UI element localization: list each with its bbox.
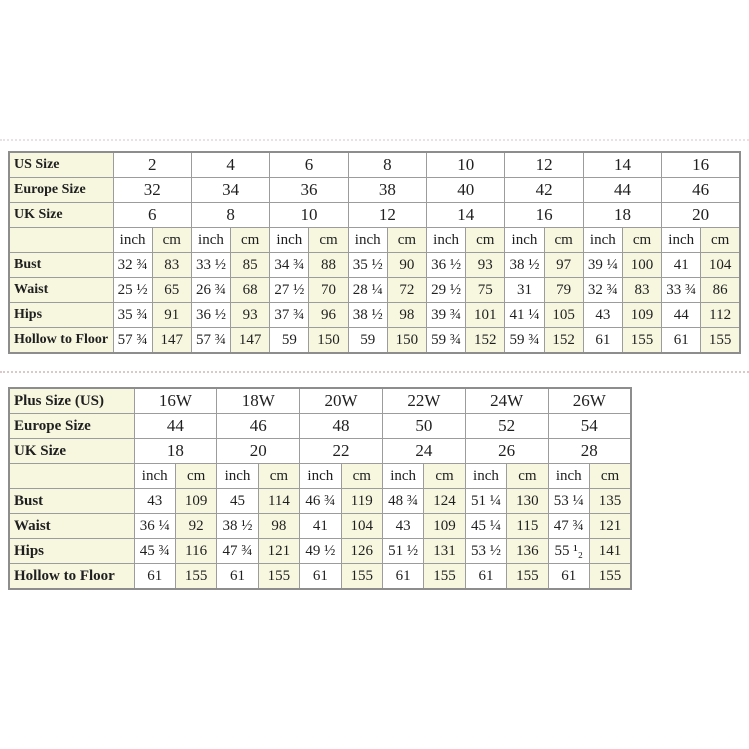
size-value-cell: 44 [134, 414, 217, 439]
size-value-cell: 38 [348, 178, 426, 203]
size-value-cell: 6 [270, 152, 348, 178]
size-value-cell: 52 [465, 414, 548, 439]
row-label: Hollow to Floor [9, 328, 113, 354]
unit-inch-cell: inch [465, 464, 506, 489]
row-label: Hips [9, 303, 113, 328]
cm-value-cell: 101 [466, 303, 505, 328]
cm-value-cell: 124 [424, 489, 465, 514]
cm-value-cell: 155 [701, 328, 740, 354]
inch-value-cell: 61 [583, 328, 622, 354]
cm-value-cell: 86 [701, 278, 740, 303]
unit-inch-cell: inch [300, 464, 341, 489]
unit-cm-cell: cm [175, 464, 216, 489]
inch-value-cell: 45 ¼ [465, 514, 506, 539]
size-value-cell: 16 [662, 152, 740, 178]
cm-value-cell: 126 [341, 539, 382, 564]
inch-value-cell: 61 [662, 328, 701, 354]
unit-cm-cell: cm [622, 228, 661, 253]
inch-value-cell: 36 ½ [427, 253, 466, 278]
inch-value-cell: 61 [217, 564, 258, 590]
size-value-cell: 12 [348, 203, 426, 228]
cm-value-cell: 104 [701, 253, 740, 278]
inch-value-cell: 32 ¾ [113, 253, 152, 278]
unit-cm-cell: cm [466, 228, 505, 253]
inch-value-cell: 33 ¾ [662, 278, 701, 303]
inch-value-cell: 57 ¾ [191, 328, 230, 354]
inch-value-cell: 59 [348, 328, 387, 354]
unit-inch-cell: inch [548, 464, 589, 489]
cm-value-cell: 155 [258, 564, 299, 590]
inch-value-cell: 25 ½ [113, 278, 152, 303]
inch-value-cell: 51 ½ [382, 539, 423, 564]
inch-value-cell: 35 ¾ [113, 303, 152, 328]
unit-cm-cell: cm [589, 464, 631, 489]
inch-value-cell: 57 ¾ [113, 328, 152, 354]
row-label: Europe Size [9, 414, 134, 439]
cm-value-cell: 92 [175, 514, 216, 539]
size-header-row [9, 178, 740, 203]
row-label: US Size [9, 152, 113, 178]
unit-cm-cell: cm [258, 464, 299, 489]
unit-cm-cell: cm [424, 464, 465, 489]
inch-value-cell: 51 ¼ [465, 489, 506, 514]
size-value-cell: 26 [465, 439, 548, 464]
cm-value-cell: 152 [466, 328, 505, 354]
row-label: Waist [9, 514, 134, 539]
inch-value-cell: 39 ¼ [583, 253, 622, 278]
cm-value-cell: 91 [152, 303, 191, 328]
size-value-cell: 24W [465, 388, 548, 414]
unit-header-row [9, 464, 631, 489]
inch-value-cell: 43 [382, 514, 423, 539]
unit-inch-cell: inch [113, 228, 152, 253]
dashed-separator-middle [0, 371, 749, 373]
size-value-cell: 16 [505, 203, 583, 228]
cm-value-cell: 131 [424, 539, 465, 564]
size-value-cell: 32 [113, 178, 191, 203]
inch-value-cell: 35 ½ [348, 253, 387, 278]
corner-cell [9, 228, 113, 253]
cm-value-cell: 90 [387, 253, 426, 278]
cm-value-cell: 79 [544, 278, 583, 303]
size-value-cell: 10 [427, 152, 505, 178]
size-value-cell: 50 [382, 414, 465, 439]
unit-inch-cell: inch [217, 464, 258, 489]
inch-value-cell: 47 ¾ [217, 539, 258, 564]
row-label: Hollow to Floor [9, 564, 134, 590]
unit-inch-cell: inch [662, 228, 701, 253]
cm-value-cell: 152 [544, 328, 583, 354]
unit-inch-cell: inch [583, 228, 622, 253]
cm-value-cell: 141 [589, 539, 631, 564]
inch-value-cell: 43 [583, 303, 622, 328]
measurement-row [9, 514, 631, 539]
cm-value-cell: 97 [544, 253, 583, 278]
cm-value-cell: 147 [231, 328, 270, 354]
cm-value-cell: 155 [424, 564, 465, 590]
cm-value-cell: 75 [466, 278, 505, 303]
inch-value-cell: 53 ½ [465, 539, 506, 564]
inch-value-cell: 44 [662, 303, 701, 328]
inch-value-cell: 36 ½ [191, 303, 230, 328]
cm-value-cell: 119 [341, 489, 382, 514]
size-header-row [9, 414, 631, 439]
size-header-row [9, 152, 740, 178]
plus-size-table [8, 387, 632, 590]
unit-header-row [9, 228, 740, 253]
inch-value-cell: 45 ¾ [134, 539, 175, 564]
size-value-cell: 8 [191, 203, 269, 228]
inch-value-cell: 28 ¼ [348, 278, 387, 303]
inch-value-cell: 26 ¾ [191, 278, 230, 303]
cm-value-cell: 85 [231, 253, 270, 278]
size-value-cell: 48 [300, 414, 383, 439]
inch-value-cell: 38 ½ [505, 253, 544, 278]
unit-cm-cell: cm [387, 228, 426, 253]
cm-value-cell: 88 [309, 253, 348, 278]
size-value-cell: 14 [427, 203, 505, 228]
inch-value-cell: 45 [217, 489, 258, 514]
size-value-cell: 4 [191, 152, 269, 178]
size-value-cell: 44 [583, 178, 661, 203]
unit-cm-cell: cm [309, 228, 348, 253]
size-value-cell: 2 [113, 152, 191, 178]
cm-value-cell: 147 [152, 328, 191, 354]
size-header-row [9, 439, 631, 464]
size-value-cell: 22 [300, 439, 383, 464]
inch-value-cell: 41 ¼ [505, 303, 544, 328]
inch-value-cell: 46 ¾ [300, 489, 341, 514]
inch-value-cell: 38 ½ [348, 303, 387, 328]
size-value-cell: 54 [548, 414, 631, 439]
size-value-cell: 18W [217, 388, 300, 414]
inch-value-cell: 48 ¾ [382, 489, 423, 514]
size-value-cell: 36 [270, 178, 348, 203]
cm-value-cell: 155 [507, 564, 548, 590]
cm-value-cell: 155 [341, 564, 382, 590]
inch-value-cell: 41 [300, 514, 341, 539]
size-header-row [9, 203, 740, 228]
cm-value-cell: 98 [387, 303, 426, 328]
unit-inch-cell: inch [270, 228, 309, 253]
cm-value-cell: 114 [258, 489, 299, 514]
unit-inch-cell: inch [191, 228, 230, 253]
cm-value-cell: 150 [387, 328, 426, 354]
cm-value-cell: 68 [231, 278, 270, 303]
size-value-cell: 18 [134, 439, 217, 464]
size-value-cell: 46 [662, 178, 740, 203]
size-value-cell: 46 [217, 414, 300, 439]
inch-value-cell: 31 [505, 278, 544, 303]
inch-value-cell: 34 ¾ [270, 253, 309, 278]
inch-value-cell: 32 ¾ [583, 278, 622, 303]
cm-value-cell: 136 [507, 539, 548, 564]
standard-size-table [8, 151, 741, 354]
row-label: Hips [9, 539, 134, 564]
cm-value-cell: 93 [466, 253, 505, 278]
size-value-cell: 6 [113, 203, 191, 228]
inch-value-cell: 27 ½ [270, 278, 309, 303]
measurement-row [9, 564, 631, 590]
row-label: Bust [9, 489, 134, 514]
cm-value-cell: 96 [309, 303, 348, 328]
inch-value-cell: 59 ¾ [427, 328, 466, 354]
inch-value-cell: 61 [382, 564, 423, 590]
size-value-cell: 34 [191, 178, 269, 203]
cm-value-cell: 98 [258, 514, 299, 539]
inch-value-cell: 53 ¼ [548, 489, 589, 514]
unit-inch-cell: inch [134, 464, 175, 489]
row-label: Bust [9, 253, 113, 278]
cm-value-cell: 83 [152, 253, 191, 278]
unit-cm-cell: cm [701, 228, 740, 253]
inch-value-cell: 61 [548, 564, 589, 590]
cm-value-cell: 121 [589, 514, 631, 539]
unit-inch-cell: inch [427, 228, 466, 253]
size-value-cell: 24 [382, 439, 465, 464]
cm-value-cell: 150 [309, 328, 348, 354]
cm-value-cell: 116 [175, 539, 216, 564]
inch-value-cell: 55 ¹₂ [548, 539, 589, 564]
size-value-cell: 16W [134, 388, 217, 414]
size-value-cell: 10 [270, 203, 348, 228]
cm-value-cell: 112 [701, 303, 740, 328]
unit-cm-cell: cm [544, 228, 583, 253]
cm-value-cell: 105 [544, 303, 583, 328]
measurement-row [9, 278, 740, 303]
row-label: Plus Size (US) [9, 388, 134, 414]
cm-value-cell: 100 [622, 253, 661, 278]
unit-cm-cell: cm [341, 464, 382, 489]
size-value-cell: 26W [548, 388, 631, 414]
inch-value-cell: 59 ¾ [505, 328, 544, 354]
inch-value-cell: 33 ½ [191, 253, 230, 278]
size-value-cell: 20 [662, 203, 740, 228]
unit-inch-cell: inch [382, 464, 423, 489]
cm-value-cell: 135 [589, 489, 631, 514]
inch-value-cell: 47 ¾ [548, 514, 589, 539]
unit-cm-cell: cm [152, 228, 191, 253]
inch-value-cell: 43 [134, 489, 175, 514]
row-label: UK Size [9, 203, 113, 228]
corner-cell [9, 464, 134, 489]
cm-value-cell: 109 [622, 303, 661, 328]
cm-value-cell: 130 [507, 489, 548, 514]
inch-value-cell: 59 [270, 328, 309, 354]
row-label: Europe Size [9, 178, 113, 203]
unit-inch-cell: inch [348, 228, 387, 253]
measurement-row [9, 303, 740, 328]
cm-value-cell: 109 [424, 514, 465, 539]
unit-cm-cell: cm [507, 464, 548, 489]
size-value-cell: 22W [382, 388, 465, 414]
inch-value-cell: 37 ¾ [270, 303, 309, 328]
cm-value-cell: 121 [258, 539, 299, 564]
inch-value-cell: 38 ½ [217, 514, 258, 539]
inch-value-cell: 61 [134, 564, 175, 590]
size-value-cell: 14 [583, 152, 661, 178]
measurement-row [9, 328, 740, 354]
inch-value-cell: 29 ½ [427, 278, 466, 303]
cm-value-cell: 155 [175, 564, 216, 590]
size-value-cell: 20 [217, 439, 300, 464]
cm-value-cell: 83 [622, 278, 661, 303]
size-value-cell: 12 [505, 152, 583, 178]
row-label: UK Size [9, 439, 134, 464]
cm-value-cell: 155 [622, 328, 661, 354]
measurement-row [9, 253, 740, 278]
unit-inch-cell: inch [505, 228, 544, 253]
cm-value-cell: 93 [231, 303, 270, 328]
inch-value-cell: 61 [465, 564, 506, 590]
size-value-cell: 28 [548, 439, 631, 464]
row-label: Waist [9, 278, 113, 303]
measurement-row [9, 539, 631, 564]
size-value-cell: 20W [300, 388, 383, 414]
cm-value-cell: 109 [175, 489, 216, 514]
measurement-row [9, 489, 631, 514]
unit-cm-cell: cm [231, 228, 270, 253]
inch-value-cell: 39 ¾ [427, 303, 466, 328]
dashed-separator-top [0, 139, 749, 141]
inch-value-cell: 41 [662, 253, 701, 278]
size-value-cell: 8 [348, 152, 426, 178]
size-header-row [9, 388, 631, 414]
cm-value-cell: 155 [589, 564, 631, 590]
cm-value-cell: 70 [309, 278, 348, 303]
cm-value-cell: 72 [387, 278, 426, 303]
inch-value-cell: 36 ¼ [134, 514, 175, 539]
size-value-cell: 42 [505, 178, 583, 203]
size-value-cell: 40 [427, 178, 505, 203]
size-value-cell: 18 [583, 203, 661, 228]
cm-value-cell: 115 [507, 514, 548, 539]
cm-value-cell: 104 [341, 514, 382, 539]
cm-value-cell: 65 [152, 278, 191, 303]
inch-value-cell: 49 ½ [300, 539, 341, 564]
inch-value-cell: 61 [300, 564, 341, 590]
